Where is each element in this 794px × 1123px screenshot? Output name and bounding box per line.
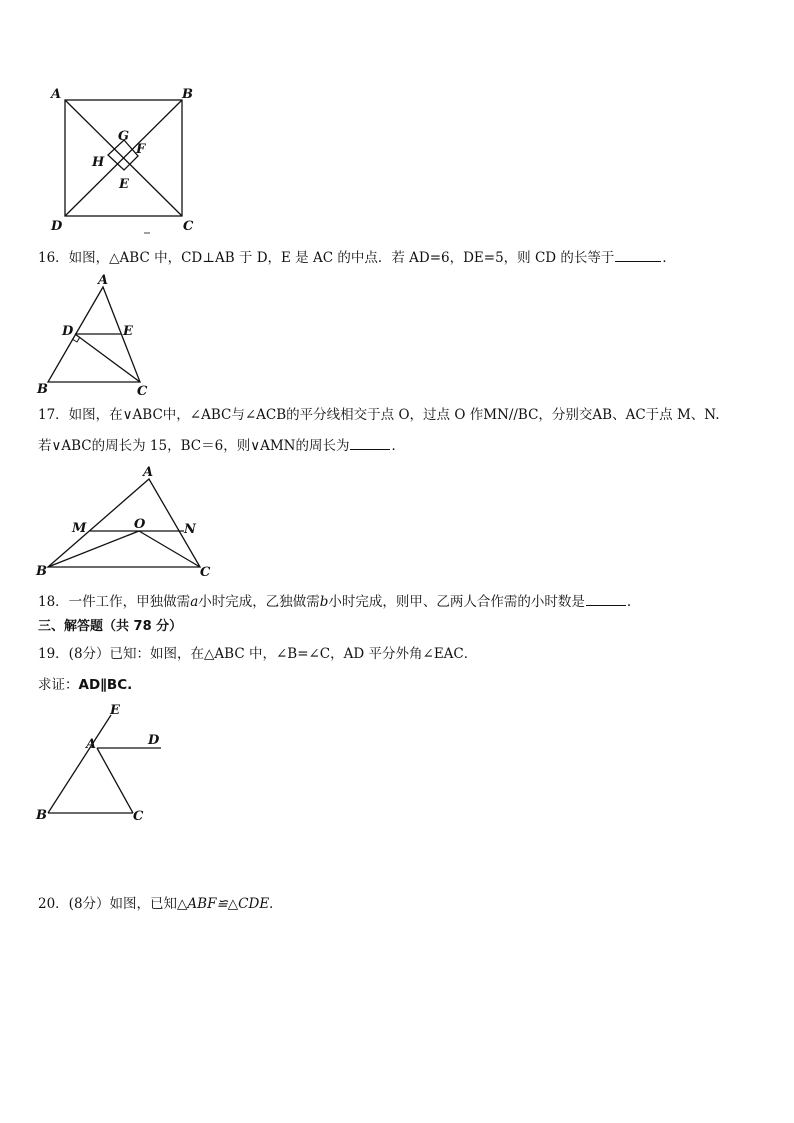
label-D: D [62,324,74,339]
label-A: A [86,737,97,752]
label-A: A [51,87,62,102]
label-F: F [136,142,146,157]
question-18 [38,593,631,611]
label-M: M [72,521,87,536]
label-C: C [183,219,194,234]
q18-var-a: a [190,594,199,610]
question-20 [38,895,283,913]
q18-answer-blank[interactable] [586,593,626,606]
q19-prove-statement: AD∥BC. [78,677,133,693]
label-E: E [110,703,120,718]
question-17-line-1 [38,406,720,424]
q16-answer-blank[interactable] [615,249,661,262]
q17-line1: 17．如图，在∨ABC中，∠ABC与∠ACB的平分线相交于点 O，过点 O 作MN//BC，分别交AB、AC于点 M、N. [38,407,720,423]
q17-line2: 若∨ABC的周长为 15，BC＝6，则∨AMN的周长为 [38,438,350,454]
q20-formula: △ABF≌△CDE [177,896,270,912]
square-figure [40,82,210,242]
label-C: C [137,384,148,399]
question-17-line-2 [38,437,405,455]
q17-figure [30,462,220,580]
label-N: N [184,522,196,537]
label-H: H [92,155,105,170]
segment-ac [97,748,133,813]
label-A: A [98,273,109,288]
section-3-heading: 三、解答题（共 78 分） [38,619,183,634]
question-19-prove [38,676,132,694]
q18-end: . [626,594,632,610]
label-B: B [37,382,48,397]
q17-answer-blank[interactable] [350,437,390,450]
label-B: B [182,87,193,102]
q18-part2: 小时完成，乙独做需 [198,594,320,610]
q19-prove-label: 求证： [38,677,79,693]
q20-end: ． [269,896,283,912]
label-G: G [118,129,130,144]
q19-figure [30,700,180,830]
label-E: E [119,177,129,192]
q16-end: ． [662,250,676,266]
q18-part1: 18．一件工作，甲独做需 [38,594,191,610]
label-D: D [148,733,160,748]
question-16 [38,249,676,267]
label-D: D [51,219,63,234]
inner-square [108,140,138,170]
q19-line1: 19．(8分）已知：如图，在△ABC 中，∠B=∠C，AD 平分外角∠EAC． [38,646,478,662]
label-O: O [134,517,146,532]
q20-prefix: 20．(8分）如图，已知 [38,896,178,912]
segment-ba-extended [48,715,111,813]
q16-figure [30,272,160,400]
label-B: B [36,808,47,823]
label-B: B [36,564,47,579]
q18-part3: 小时完成，则甲、乙两人合作需的小时数是 [328,594,585,610]
q18-var-b: b [319,594,329,610]
label-C: C [200,565,211,580]
label-A: A [143,465,154,480]
segment-bo [48,531,139,567]
label-E: E [123,324,133,339]
q17-end: ． [391,438,405,454]
label-C: C [133,809,144,824]
q16-text: 16．如图，△ABC 中，CD⊥AB 于 D，E 是 AC 的中点．若 AD=6，DE=5，则 CD 的长等于 [38,250,615,266]
question-19 [38,645,477,663]
